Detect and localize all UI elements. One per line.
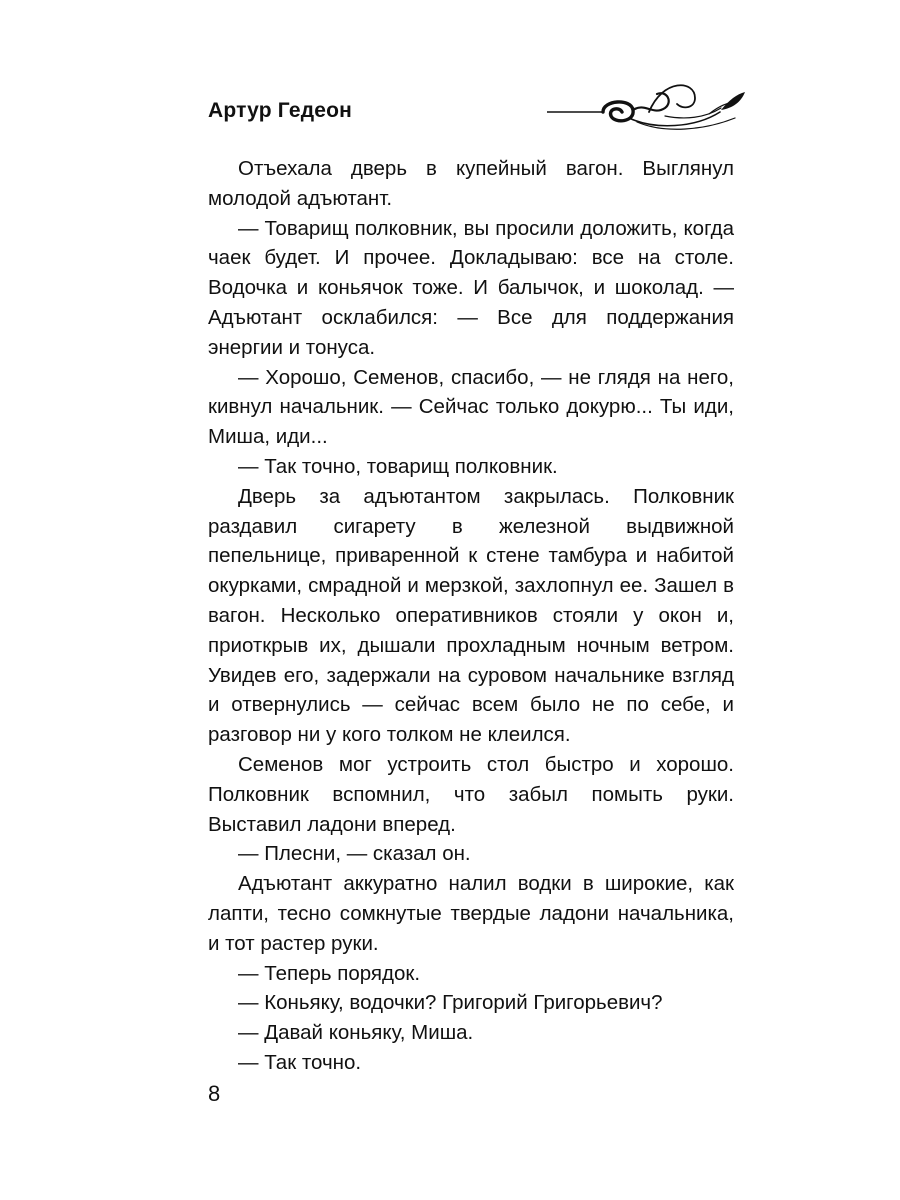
page-header bbox=[0, 0, 900, 150]
paragraph: — Теперь порядок. bbox=[238, 961, 421, 985]
paragraph: — Коньяку, водочки? Григорий Григорьевич? bbox=[238, 991, 663, 1015]
paragraph: Адъютант аккуратно налил водки в широкие, как лапти, тесно сомкнутые твердые ладони начальника, и тот растер руки. bbox=[208, 872, 734, 955]
body-text bbox=[208, 154, 734, 1078]
paragraph: — Хорошо, Семенов, спасибо, — не глядя на него, кивнул начальник. — Сейчас только докурю... Ты иди, Миша, иди... bbox=[208, 365, 734, 449]
swirl-ornament-icon bbox=[545, 72, 750, 134]
paragraph: — Товарищ полковник, вы просили доложить, когда чаек будет. И прочее. Докладываю: все на столе. Водочка и коньячок тоже. И балычок, и шоколад. — Адъютант осклабился: — Все для поддержания энергии и тонуса. bbox=[208, 216, 734, 359]
paragraph: Семенов мог устроить стол быстро и хорошо. Полковник вспомнил, что забыл помыть руки. Выставил ладони вперед. bbox=[208, 752, 734, 836]
page-number: 8 bbox=[208, 1081, 221, 1106]
paragraph: Дверь за адъютантом закрылась. Полковник раздавил сигарету в железной выдвижной пепельнице, приваренной к стене тамбура и набитой окурками, смрадной и мерзкой, захлопнул ее. Зашел в вагон. Несколько оперативников стояли у окон и, приоткрыв их, дышали прохладным ночным ветром. Увидев его, задержали на суровом начальнике взгляд и отвернулись — сейчас всем было не по себе, и разговор ни у кого толком не клеился. bbox=[208, 484, 734, 747]
paragraph: — Давай коньяку, Миша. bbox=[238, 1021, 474, 1045]
paragraph: — Плесни, — сказал он. bbox=[238, 842, 471, 866]
paragraph: Отъехала дверь в купейный вагон. Выглянул молодой адъютант. bbox=[208, 157, 734, 210]
paragraph: — Так точно. bbox=[238, 1050, 362, 1074]
running-head-author: Артур Гедеон bbox=[208, 99, 353, 122]
paragraph: — Так точно, товарищ полковник. bbox=[238, 454, 558, 478]
